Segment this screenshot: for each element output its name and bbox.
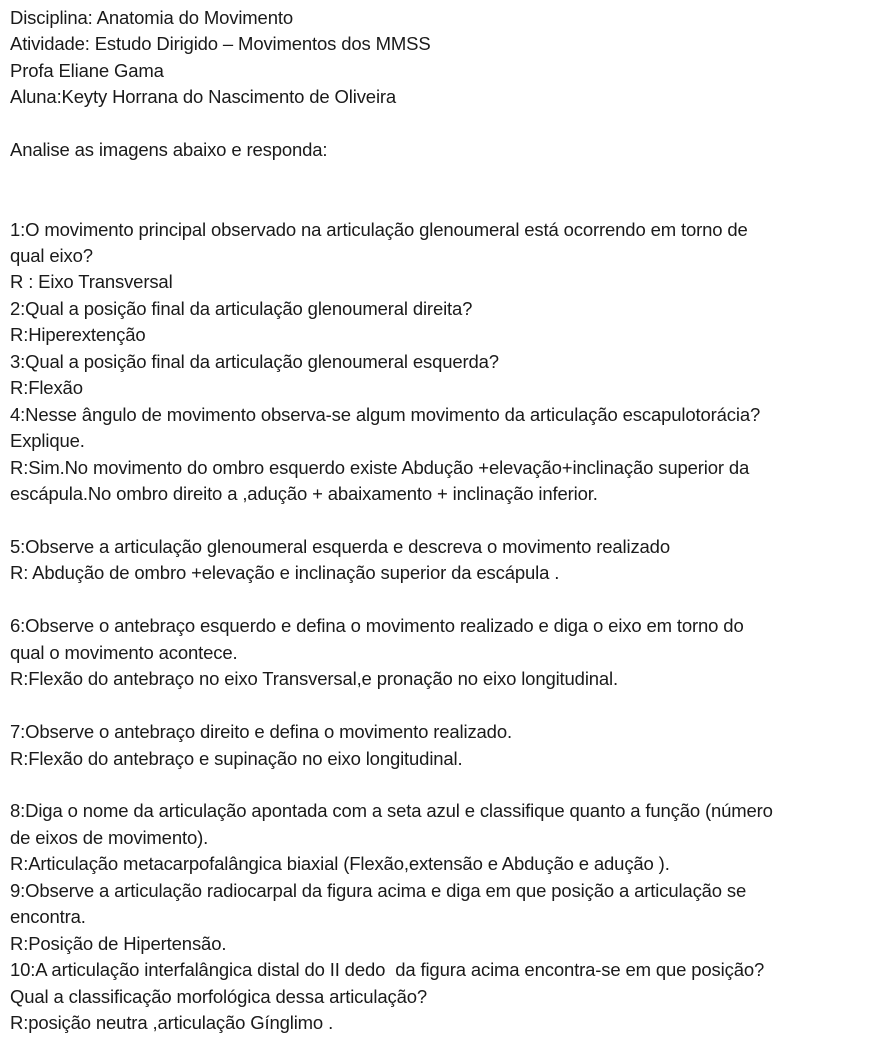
question-4-line-1: 4:Nesse ângulo de movimento observa-se algum movimento da articulação escapulotorácia? bbox=[10, 403, 761, 425]
question-6-line-1: 6:Observe o antebraço esquerdo e defina o movimento realizado e diga o eixo em torno do bbox=[10, 615, 744, 637]
document-body bbox=[10, 5, 872, 1037]
answer-2: R:Hiperextenção bbox=[10, 324, 146, 346]
answer-3: R:Flexão bbox=[10, 377, 83, 399]
answer-5: R: Abdução de ombro +elevação e inclinação superior da escápula . bbox=[10, 562, 560, 584]
blank-line bbox=[10, 587, 872, 613]
question-1-line-2: qual eixo? bbox=[10, 245, 93, 267]
answer-7: R:Flexão do antebraço e supinação no eixo longitudinal. bbox=[10, 747, 463, 769]
question-5: 5:Observe a articulação glenoumeral esquerda e descreva o movimento realizado bbox=[10, 536, 670, 557]
question-7: 7:Observe o antebraço direito e defina o movimento realizado. bbox=[10, 721, 512, 743]
answer-1: R : Eixo Transversal bbox=[10, 271, 173, 293]
answer-9: R:Posição de Hipertensão. bbox=[10, 932, 227, 954]
question-4-line-2: Explique. bbox=[10, 430, 85, 452]
instruction: Analise as imagens abaixo e responda: bbox=[10, 139, 328, 161]
question-10-line-2: Qual a classificação morfológica dessa articulação? bbox=[10, 985, 428, 1007]
answer-10: R:posição neutra ,articulação Gínglimo . bbox=[10, 1012, 334, 1034]
answer-4-line-1: R:Sim.No movimento do ombro esquerdo existe Abdução +elevação+inclinação superior da bbox=[10, 456, 750, 478]
question-1-line-1: 1:O movimento principal observado na articulação glenoumeral está ocorrendo em torno de bbox=[10, 218, 748, 240]
header-disciplina: Disciplina: Anatomia do Movimento bbox=[10, 7, 293, 28]
answer-8: R:Articulação metacarpofalângica biaxial (Flexão,extensão e Abdução e adução ). bbox=[10, 853, 670, 875]
question-10-line-1: 10:A articulação interfalângica distal do II dedo da figura acima encontra-se em que posição? bbox=[10, 959, 765, 981]
header-atividade: Atividade: Estudo Dirigido – Movimentos dos MMSS bbox=[10, 33, 431, 55]
blank-line bbox=[10, 164, 872, 190]
blank-line bbox=[10, 190, 872, 216]
question-6-line-2: qual o movimento acontece. bbox=[10, 641, 238, 663]
question-8-line-1: 8:Diga o nome da articulação apontada com a seta azul e classifique quanto a função (número bbox=[10, 800, 773, 822]
question-9-line-2: encontra. bbox=[10, 906, 86, 928]
answer-4-line-2: escápula.No ombro direito a ,adução + abaixamento + inclinação inferior. bbox=[10, 483, 598, 505]
blank-line bbox=[10, 508, 872, 534]
question-9-line-1: 9:Observe a articulação radiocarpal da figura acima e diga em que posição a articulação se bbox=[10, 879, 747, 901]
question-3: 3:Qual a posição final da articulação glenoumeral esquerda? bbox=[10, 350, 499, 372]
blank-line bbox=[10, 111, 872, 137]
question-8-line-2: de eixos de movimento). bbox=[10, 826, 209, 848]
question-2: 2:Qual a posição final da articulação glenoumeral direita? bbox=[10, 297, 473, 319]
answer-6: R:Flexão do antebraço no eixo Transversal,e pronação no eixo longitudinal. bbox=[10, 668, 619, 690]
blank-line bbox=[10, 772, 872, 798]
header-aluna: Aluna:Keyty Horrana do Nascimento de Oliveira bbox=[10, 86, 397, 108]
header-professora: Profa Eliane Gama bbox=[10, 59, 164, 81]
blank-line bbox=[10, 693, 872, 719]
